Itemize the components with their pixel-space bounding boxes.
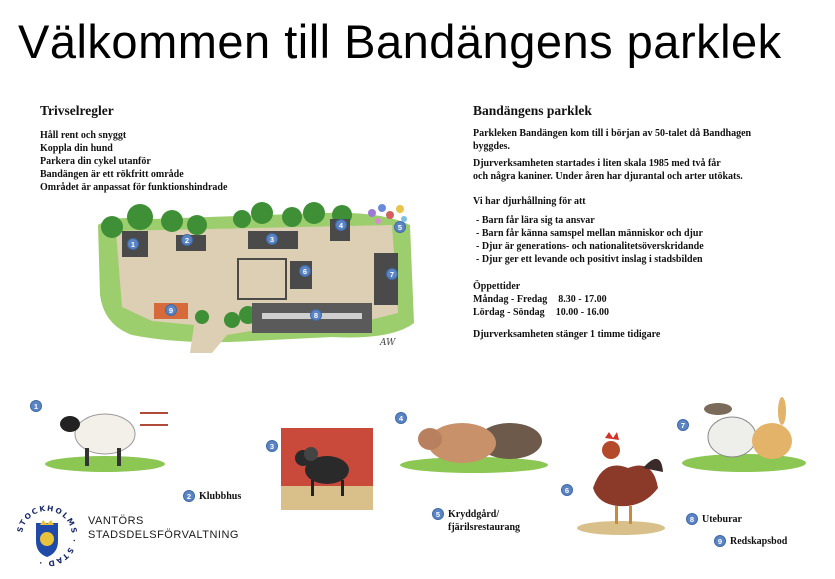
hours-time: 10.00 - 16.00 xyxy=(555,307,610,318)
hours-row xyxy=(473,293,813,306)
goals-heading: Vi har djurhållning för att xyxy=(473,196,586,207)
rule-item: Koppla din hund xyxy=(40,143,113,154)
legend-redskapsbod xyxy=(714,531,787,549)
map-marker-1: 1 xyxy=(127,238,139,250)
legend-label: fjärilsrestaurang xyxy=(448,522,521,533)
rule-item: Bandängen är ett rökfritt område xyxy=(40,169,184,180)
rules-section xyxy=(40,103,227,194)
goal-item: - Djur ger ett levande och positivt inslag i stadsbilden xyxy=(476,254,703,265)
map-marker-4: 4 xyxy=(335,219,347,231)
hours-days: Måndag - Fredag xyxy=(473,294,548,305)
legend-label: Klubbhus xyxy=(199,491,242,502)
map-marker-8: 8 xyxy=(310,309,322,321)
legend-label: Redskapsbod xyxy=(730,536,788,547)
rule-item: Håll rent och snyggt xyxy=(40,130,127,141)
org-name xyxy=(88,514,239,542)
artist-signature: AW xyxy=(380,338,396,348)
map-marker-5: 5 xyxy=(394,221,406,233)
animal-badge-3: 3 xyxy=(266,440,278,452)
hours-row xyxy=(473,306,813,319)
rule-item: Parkera din cykel utanför xyxy=(40,156,151,167)
org-name-line2: STADSDELSFÖRVALTNING xyxy=(88,529,239,541)
about-text: och några kaniner. Under åren har djurantal och arter utökats. xyxy=(473,171,743,182)
stockholm-seal-logo xyxy=(14,503,80,569)
animal-badge-4: 4 xyxy=(395,412,407,424)
hours-heading: Öppettider xyxy=(473,281,521,292)
goal-item: - Djur är generations- och nationalitetsöverskridande xyxy=(476,241,704,252)
hours-time: 8.30 - 17.00 xyxy=(558,294,607,305)
park-map xyxy=(92,195,422,355)
sheep-illustration xyxy=(45,392,170,472)
map-marker-3: 3 xyxy=(266,233,278,245)
legend-uteburar xyxy=(686,509,742,527)
closing-note: Djurverksamheten stänger 1 timme tidigare xyxy=(473,329,661,340)
about-text: Parkleken Bandängen kom till i början av 50-talet då Bandhagen xyxy=(473,128,752,139)
legend-label: Kryddgård/ xyxy=(448,509,500,520)
map-marker-7: 7 xyxy=(386,268,398,280)
goats-illustration xyxy=(281,428,373,510)
hours-days: Lördag - Söndag xyxy=(473,307,545,318)
map-marker-6: 6 xyxy=(299,265,311,277)
map-marker-2: 2 xyxy=(181,234,193,246)
legend-badge-2: 2 xyxy=(183,490,195,502)
rules-heading: Trivselregler xyxy=(40,103,114,118)
legend-klubbhus xyxy=(183,486,241,504)
about-text: Djurverksamheten startades i liten skala 1985 med två får xyxy=(473,158,721,169)
org-name-line1: VANTÖRS xyxy=(88,515,144,527)
about-section xyxy=(473,103,813,341)
svg-text:STOCKHOLMS · STAD ·: STOCKHOLMS · STAD · xyxy=(15,503,80,569)
about-text: byggdes. xyxy=(473,141,510,152)
map-marker-9: 9 xyxy=(165,304,177,316)
animal-badge-1: 1 xyxy=(30,400,42,412)
goal-item: - Barn får lära sig ta ansvar xyxy=(476,215,595,226)
animal-badge-7: 7 xyxy=(677,419,689,431)
animal-badge-6: 6 xyxy=(561,484,573,496)
legend-badge-9: 9 xyxy=(714,535,726,547)
about-heading: Bandängens parklek xyxy=(473,103,592,118)
rooster-illustration xyxy=(573,428,668,536)
goal-item: - Barn får känna samspel mellan människor och djur xyxy=(476,228,703,239)
pigs-illustration xyxy=(400,405,548,475)
legend-kryddgard xyxy=(432,504,520,534)
rule-item: Området är anpassat för funktionshindrade xyxy=(40,182,228,193)
rabbits-illustration xyxy=(682,395,807,473)
page-title: Välkommen till Bandängens parklek xyxy=(18,15,782,68)
legend-label: Uteburar xyxy=(702,514,742,525)
legend-badge-5: 5 xyxy=(432,508,444,520)
legend-badge-8: 8 xyxy=(686,513,698,525)
